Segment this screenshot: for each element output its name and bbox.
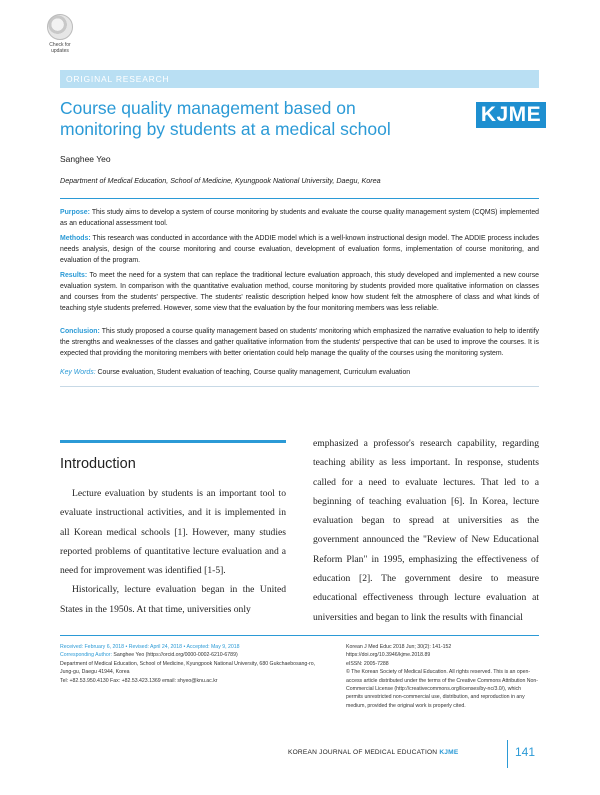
journal-name: KOREAN JOURNAL OF MEDICAL EDUCATION (288, 749, 438, 756)
abstract-methods (60, 233, 539, 266)
keywords-label: Key Words: (60, 369, 96, 376)
paragraph: Lecture evaluation by students is an important tool to evaluate instructional activities, and it is implemented in all Korean medical schools [1]. However, many studies reported problems of quantitative lecture evaluation and a need for improvement was identified [1-5]. (60, 488, 286, 577)
footer-separator (507, 740, 508, 768)
footer-divider (60, 635, 539, 636)
author-contact: Tel: +82.53.950.4130 Fax: +82.53.423.1369 email: shyeo@knu.ac.kr (60, 677, 218, 684)
running-footer (288, 749, 458, 756)
section-heading: Introduction (60, 456, 136, 472)
body-column-right (313, 434, 539, 627)
abstract-conclusion-text: This study proposed a course quality management based on students' monitoring which emphasized the narrative evaluation to help to identify the strengths and weaknesses of the classes and gather qualitative information from the students' perspective that can be used to improve the courses. It is expected that providing the monitoring members with better orientation could help manage the quality of the courses using the monitoring system. (60, 328, 539, 358)
abstract-purpose-label: Purpose: (60, 209, 90, 216)
badge-line-1: Check for (49, 42, 71, 48)
author-affiliation: Department of Medical Education, School of Medicine, Kyungpook National University, Daegu, Korea (60, 176, 381, 185)
license-text: © The Korean Society of Medical Education. All rights reserved. This is an open-access article distributed under the terms of the Creative Commons Attribution Non-Commercial License (http://creativecommons.org/licenses/by-nc/3.0/), which permits unrestricted non-commercial use, distribution, and reproduction in any medium, provided the original work is properly cited. (346, 669, 539, 709)
author-address: Department of Medical Education, School of Medicine, Kyungpook National University, 680 Gukchaebosang-ro, Jung-gu, Daegu 41944, Korea (60, 660, 316, 676)
journal-logo: KJME (476, 102, 546, 128)
keywords (60, 369, 410, 376)
check-for-updates-badge[interactable] (40, 14, 80, 58)
abstract-conclusion (60, 326, 539, 359)
divider (60, 198, 539, 199)
journal-abbr: KJME (439, 749, 459, 756)
abstract-purpose-text: This study aims to develop a system of course monitoring by students and evaluate the course quality management system (CQMS) implemented as an educational assessment tool. (60, 209, 539, 228)
eissn: eISSN: 2005-7288 (346, 660, 389, 667)
doi-link[interactable]: https://doi.org/10.3946/kjme.2018.89 (346, 652, 431, 659)
corresponding-label: Corresponding Author: (60, 652, 112, 659)
page-number: 141 (515, 745, 536, 759)
abstract-purpose (60, 207, 539, 229)
section-label: ORIGINAL RESEARCH (66, 74, 170, 84)
abstract-conclusion-label: Conclusion: (60, 328, 100, 335)
corresponding-author: Sanghee Yeo (https://orcid.org/0000-0002-6210-6789) (113, 652, 238, 659)
footer-correspondence (60, 643, 322, 685)
citation: Korean J Med Educ 2018 Jun; 30(2): 141-152 (346, 644, 452, 650)
abstract-results-text: To meet the need for a system that can replace the traditional lecture evaluation approach, this study developed and implemented a new course evaluation system. In comparison with the quantitative evaluation method, course monitoring by students provided more qualitative information on classes and courses from the students' perspective. The students' realistic description helped know how student felt the atmosphere of class and what kinds of teaching style students preferred. However, some view that the evaluation by the four monitoring members was less reliable. (60, 272, 539, 313)
author-name: Sanghee Yeo (60, 154, 111, 164)
abstract-results-label: Results: (60, 272, 88, 279)
abstract-methods-text: This research was conducted in accordance with the ADDIE model which is a well-known instructional design model. The ADDIE process includes needs analysis, design of the course monitoring and course evaluation, development of evaluation forms, implementation of course monitoring, and evaluation of the program. (60, 235, 539, 265)
article-dates: Received: February 6, 2018 • Revised: April 24, 2018 • Accepted: May 9, 2018 (60, 644, 240, 650)
abstract-methods-label: Methods: (60, 235, 91, 242)
abstract-results (60, 270, 539, 314)
body-column-left (60, 484, 286, 619)
article-title: Course quality management based on monitoring by students at a medical school (60, 98, 391, 139)
badge-line-2: updates (51, 48, 69, 54)
update-icon (47, 14, 73, 40)
footer-citation (346, 643, 539, 710)
divider (60, 386, 539, 387)
heading-accent-bar (60, 440, 286, 443)
paragraph: emphasized a professor's research capability, regarding teaching ability as less important. In response, students called for a need to evaluate lectures. That led to a beginning of teaching evaluation [6]. In Korea, lecture evaluation began to spread at universities as the government announced the "Review of New Educational Reform Plan" in 1995, emphasizing the effectiveness of education [2]. The government desire to measure educational effectiveness through lecture evaluation at universities and began to link the results with financial (313, 438, 539, 623)
paragraph: Historically, lecture evaluation began in the United States in the 1950s. At that time, universities only (60, 584, 286, 615)
keywords-text: Course evaluation, Student evaluation of teaching, Course quality management, Curriculum evaluation (97, 369, 411, 376)
